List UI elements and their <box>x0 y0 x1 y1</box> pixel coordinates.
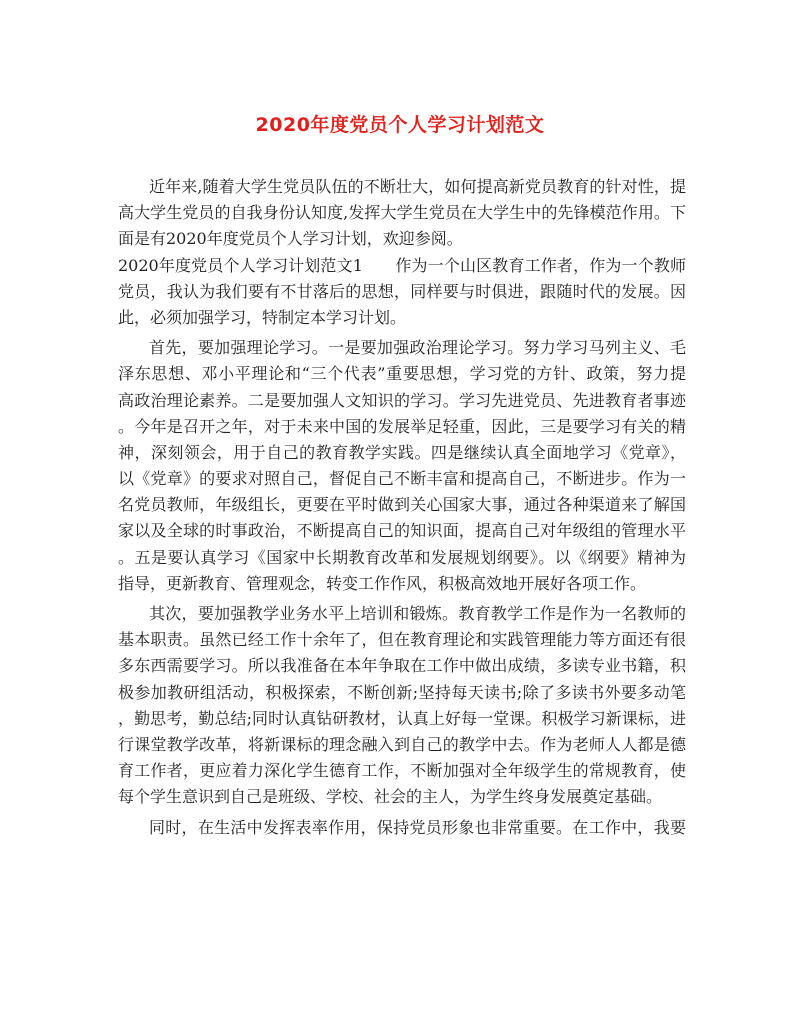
text-line: 同时，在生活中发挥表率作用，保持党员形象也非常重要。在工作中，我要 <box>149 817 686 837</box>
text-line: 每个学生意识到自己是班级、学校、社会的主人，为学生终身发展奠定基础。 <box>118 787 663 807</box>
text-line: 泽东思想、邓小平理论和“三个代表”重要思想，学习党的方针、政策，努力提 <box>118 364 686 384</box>
paragraph-theory-study <box>118 335 686 597</box>
text-line: 育工作者，更应着力深化学生德育工作，不断加强对全年级学生的常规教育，使 <box>118 761 686 781</box>
text-line: 面是有2020年度党员个人学习计划，欢迎参阅。 <box>118 229 463 249</box>
text-line: ，勤思考，勤总结;同时认真钻研教材，认真上好每一堂课。积极学习新课标，进 <box>118 708 686 728</box>
text-line: 首先，要加强理论学习。一是要加强政治理论学习。努力学习马列主义、毛 <box>149 338 686 358</box>
text-line: 极参加教研组活动，积极探索，不断创新;坚持每天读书;除了多读书外要多动笔 <box>118 682 686 702</box>
document-body <box>118 174 686 841</box>
text-line: 。五是要认真学习《国家中长期教育改革和发展规划纲要》。以《纲要》精神为 <box>118 547 686 567</box>
text-line: 家以及全球的时事政治，不断提高自己的知识面，提高自己对年级组的管理水平 <box>118 521 686 541</box>
text-line: 以《党章》的要求对照自己，督促自己不断丰富和提高自己，不断进步。作为一 <box>118 469 686 489</box>
paragraph-intro <box>118 174 686 253</box>
text-line: 基本职责。虽然已经工作十余年了，但在教育理论和实践管理能力等方面还有很 <box>118 630 686 650</box>
paragraph-role-model <box>118 815 686 841</box>
text-line: 神，深刻领会，用于自己的教育教学实践。四是继续认真全面地学习《党章》， <box>118 442 686 462</box>
text-line: 近年来,随着大学生党员队伍的不断壮大，如何提高新党员教育的针对性，提 <box>149 177 686 196</box>
paragraph-teaching-training <box>118 601 686 811</box>
text-line: 。今年是召开之年，对于未来中国的发展举足轻重，因此，三是要学习有关的精 <box>118 416 686 436</box>
text-line: 高大学生党员的自我身份认知度,发挥大学生党员在大学生中的先锋模范作用。下 <box>118 203 686 223</box>
text-line: 2020年度党员个人学习计划范文1 作为一个山区教育工作者，作为一个教师 <box>118 255 686 275</box>
text-line: 党员，我认为我们要有不甘落后的思想，同样要与时俱进，跟随时代的发展。因 <box>118 281 686 301</box>
text-line: 多东西需要学习。所以我准备在本年争取在工作中做出成绩，多读专业书籍，积 <box>118 656 686 676</box>
text-line: 名党员教师，年级组长，更要在平时做到关心国家大事，通过各种渠道来了解国 <box>118 495 686 515</box>
text-line: 此，必须加强学习，特制定本学习计划。 <box>118 307 407 327</box>
text-line: 其次，要加强教学业务水平上培训和锻炼。教育教学工作是作为一名教师的 <box>149 604 686 623</box>
paragraph-sample-heading <box>118 253 686 332</box>
text-line: 行课堂教学改革，将新课标的理念融入到自己的教学中去。作为老师人人都是德 <box>118 734 686 754</box>
text-line: 高政治理论素养。二是要加强人文知识的学习。学习先进党员、先进教育者事迹 <box>118 390 686 410</box>
document-title: 2020年度党员个人学习计划范文 <box>255 114 545 136</box>
text-line: 指导，更新教育、管理观念，转变工作作风，积极高效地开展好各项工作。 <box>118 573 647 593</box>
